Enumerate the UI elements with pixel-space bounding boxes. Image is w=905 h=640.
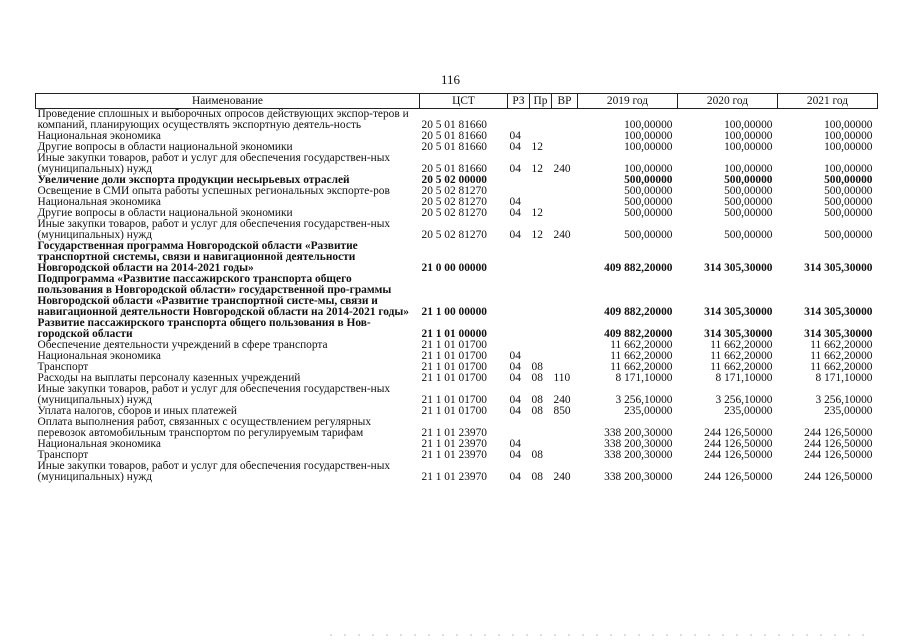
cell-rz: 04 (509, 207, 521, 219)
table-row (36, 461, 878, 483)
cell-vr: 850 (553, 405, 571, 417)
cell-2020: 11 662,20000 (710, 361, 773, 373)
cell-name: Национальная экономика (37, 439, 161, 450)
cell-2020: 244 126,50000 (704, 449, 773, 461)
cell-rz: 04 (509, 438, 521, 450)
cell-2021: 3 256,10000 (815, 394, 873, 406)
table-row (36, 219, 878, 241)
cell-vr: 240 (553, 394, 571, 406)
cell-vr (552, 450, 578, 461)
cell-rz: 04 (509, 471, 521, 483)
cell-cst: 21 1 01 23970 (421, 449, 487, 461)
cell-pr: 08 (531, 471, 543, 483)
cell-vr: 110 (553, 372, 571, 384)
cell-pr (530, 186, 552, 197)
cell-2019: 338 200,30000 (604, 438, 673, 450)
cell-2021: 314 305,30000 (804, 262, 873, 274)
cell-pr (530, 318, 552, 340)
cell-pr: 12 (531, 163, 543, 175)
table-row (36, 241, 878, 274)
cell-2020: 244 126,50000 (704, 471, 773, 483)
cell-2020: 500,00000 (724, 185, 773, 197)
cell-rz: 04 (509, 163, 521, 175)
cell-vr (552, 417, 578, 439)
cell-2020: 244 126,50000 (704, 427, 773, 439)
table-row (36, 109, 878, 132)
cell-vr (552, 197, 578, 208)
cell-name: Национальная экономика (37, 351, 161, 362)
cell-2021: 244 126,50000 (804, 438, 873, 450)
cell-pr: 08 (531, 449, 543, 461)
cell-2019: 338 200,30000 (604, 471, 673, 483)
cell-rz: 04 (509, 350, 521, 362)
table-row (36, 384, 878, 406)
cell-cst: 21 1 01 01700 (421, 394, 487, 406)
header-rz: РЗ (508, 94, 530, 109)
cell-vr (552, 109, 578, 132)
cell-2020: 11 662,20000 (710, 350, 773, 362)
table-row (36, 318, 878, 340)
cell-cst: 20 5 02 81270 (421, 185, 487, 197)
cell-cst: 21 1 01 00000 (421, 328, 487, 340)
cell-2020: 500,00000 (724, 207, 773, 219)
cell-2019: 500,00000 (624, 185, 673, 197)
header-vr: ВР (552, 94, 578, 109)
cell-name: Иные закупки товаров, работ и услуг для обеспечения государствен-ных (муниципальных) нужд (37, 384, 391, 406)
cell-vr (552, 241, 578, 274)
cell-2021: 8 171,10000 (815, 372, 873, 384)
table-row (36, 153, 878, 175)
cell-vr (552, 439, 578, 450)
cell-name: Увеличение доли экспорта продукции несырьевых отраслей (37, 175, 350, 186)
cell-cst: 20 5 01 81660 (421, 141, 487, 153)
cell-vr (552, 274, 578, 318)
cell-pr (530, 340, 552, 351)
cell-cst: 21 1 00 00000 (421, 306, 487, 318)
cell-2020: 244 126,50000 (704, 438, 773, 450)
cell-vr: 240 (553, 471, 571, 483)
cell-2019: 100,00000 (624, 119, 673, 131)
cell-2019: 11 662,20000 (610, 361, 673, 373)
cell-2020: 100,00000 (724, 119, 773, 131)
cell-2019: 3 256,10000 (615, 394, 673, 406)
cell-2021: 11 662,20000 (810, 361, 873, 373)
cell-rz (508, 241, 530, 274)
cell-2021: 500,00000 (824, 185, 873, 197)
cell-name: Обеспечение деятельности учреждений в сфере транспорта (37, 340, 328, 351)
cell-name: Уплата налогов, сборов и иных платежей (37, 406, 237, 417)
header-name: Наименование (36, 94, 420, 109)
cell-2020: 314 305,30000 (704, 262, 773, 274)
cell-name: Иные закупки товаров, работ и услуг для обеспечения государствен-ных (муниципальных) нужд (37, 153, 391, 175)
cell-2019: 100,00000 (624, 141, 673, 153)
cell-rz: 04 (509, 196, 521, 208)
table-row (36, 208, 878, 219)
cell-2020: 500,00000 (724, 229, 773, 241)
cell-cst: 21 1 01 01700 (421, 339, 487, 351)
cell-2021: 100,00000 (824, 130, 873, 142)
cell-name: Государственная программа Новгородской области «Развитие транспортной системы, связи и навигационной деятельности Новгородской области на 2014-2021 годы» (37, 241, 358, 274)
cell-2021: 11 662,20000 (810, 350, 873, 362)
cell-2019: 500,00000 (624, 174, 673, 186)
cell-rz (508, 175, 530, 186)
table-row (36, 450, 878, 461)
cell-2021: 314 305,30000 (804, 306, 873, 318)
cell-2019: 500,00000 (624, 229, 673, 241)
cell-2021: 244 126,50000 (804, 427, 873, 439)
cell-2021: 500,00000 (824, 229, 873, 241)
cell-cst: 21 1 01 23970 (421, 471, 487, 483)
cell-2020: 314 305,30000 (704, 328, 773, 340)
table-row (36, 406, 878, 417)
cell-vr (552, 208, 578, 219)
cell-2021: 235,00000 (824, 405, 873, 417)
cell-rz: 04 (509, 130, 521, 142)
cell-vr (552, 340, 578, 351)
cell-rz: 04 (509, 449, 521, 461)
cell-pr (530, 241, 552, 274)
cell-name: Подпрограмма «Развитие пассажирского транспорта общего пользования в Новгородской области» государственной про-граммы Новгородской области «Развитие транспортной систе-мы, связи и навигационной деятельности Новгородской области на 2014-2021 годы» (37, 274, 409, 318)
cell-name: Национальная экономика (37, 197, 161, 208)
cell-vr (552, 175, 578, 186)
cell-2020: 314 305,30000 (704, 306, 773, 318)
cell-cst: 21 1 01 23970 (421, 438, 487, 450)
cell-cst: 21 1 01 01700 (421, 361, 487, 373)
cell-2021: 500,00000 (824, 174, 873, 186)
cell-name: Расходы на выплаты персоналу казенных учреждений (37, 373, 301, 384)
cell-2019: 338 200,30000 (604, 427, 673, 439)
cell-2020: 500,00000 (724, 174, 773, 186)
cell-vr (552, 351, 578, 362)
cell-rz (508, 318, 530, 340)
cell-cst: 20 5 01 81660 (421, 163, 487, 175)
cell-name: Национальная экономика (37, 131, 161, 142)
cell-name: Освещение в СМИ опыта работы успешных региональных экспорте-ров (37, 186, 390, 197)
header-2020: 2020 год (678, 94, 778, 109)
cell-2019: 8 171,10000 (615, 372, 673, 384)
cell-rz: 04 (509, 141, 521, 153)
scan-artifact (330, 634, 870, 636)
cell-rz: 04 (509, 372, 521, 384)
cell-2021: 244 126,50000 (804, 449, 873, 461)
cell-name: Транспорт (37, 450, 89, 461)
cell-rz: 04 (509, 405, 521, 417)
cell-cst: 21 0 00 00000 (421, 262, 487, 274)
cell-name: Иные закупки товаров, работ и услуг для обеспечения государствен-ных (муниципальных) нужд (37, 219, 391, 241)
cell-2020: 100,00000 (724, 130, 773, 142)
cell-pr: 08 (531, 405, 543, 417)
cell-2019: 409 882,20000 (604, 328, 673, 340)
cell-2021: 100,00000 (824, 141, 873, 153)
cell-2021: 500,00000 (824, 207, 873, 219)
table-row (36, 274, 878, 318)
cell-vr: 240 (553, 229, 571, 241)
cell-pr (530, 417, 552, 439)
page-number: 116 (441, 72, 461, 87)
cell-name: Иные закупки товаров, работ и услуг для обеспечения государствен-ных (муниципальных) нужд (37, 461, 391, 483)
cell-2021: 500,00000 (824, 196, 873, 208)
cell-name: Проведение сплошных и выборочных опросов действующих экспор-теров и компаний, планирующих осуществлять экспортную деятель-ность (37, 108, 409, 131)
cell-2019: 235,00000 (624, 405, 673, 417)
cell-pr (530, 274, 552, 318)
header-cst: ЦСТ (420, 94, 508, 109)
cell-cst: 20 5 02 81270 (421, 207, 487, 219)
cell-2020: 100,00000 (724, 141, 773, 153)
cell-rz: 04 (509, 361, 521, 373)
cell-2019: 11 662,20000 (610, 339, 673, 351)
header-2019: 2019 год (578, 94, 678, 109)
cell-2019: 338 200,30000 (604, 449, 673, 461)
cell-vr (552, 142, 578, 153)
cell-cst: 21 1 01 01700 (421, 350, 487, 362)
cell-vr (552, 318, 578, 340)
cell-name: Оплата выполнения работ, связанных с осуществлением регулярных перевозок автомобильным транспортом по регулируемым тарифам (37, 417, 372, 439)
cell-name: Транспорт (37, 362, 89, 373)
cell-2019: 500,00000 (624, 196, 673, 208)
cell-2020: 8 171,10000 (715, 372, 773, 384)
budget-table (35, 93, 878, 483)
cell-pr (530, 109, 552, 132)
cell-name: Другие вопросы в области национальной экономики (37, 142, 293, 153)
cell-2020: 235,00000 (724, 405, 773, 417)
cell-2019: 409 882,20000 (604, 306, 673, 318)
cell-2021: 100,00000 (824, 163, 873, 175)
cell-2020: 3 256,10000 (715, 394, 773, 406)
cell-cst: 20 5 02 81270 (421, 229, 487, 241)
cell-rz (508, 109, 530, 132)
header-2021: 2021 год (778, 94, 878, 109)
cell-2021: 100,00000 (824, 119, 873, 131)
cell-pr (530, 175, 552, 186)
cell-rz (508, 274, 530, 318)
table-header-row (36, 94, 878, 109)
header-pr: Пр (530, 94, 552, 109)
cell-cst: 20 5 02 81270 (421, 196, 487, 208)
cell-vr (552, 186, 578, 197)
cell-2021: 244 126,50000 (804, 471, 873, 483)
cell-vr: 240 (553, 163, 571, 175)
cell-2021: 314 305,30000 (804, 328, 873, 340)
cell-vr (552, 131, 578, 142)
cell-2019: 100,00000 (624, 163, 673, 175)
cell-cst: 20 5 01 81660 (421, 119, 487, 131)
cell-rz: 04 (509, 394, 521, 406)
cell-pr: 12 (531, 207, 543, 219)
cell-cst: 21 1 01 23970 (421, 427, 487, 439)
cell-cst: 21 1 01 01700 (421, 372, 487, 384)
cell-pr: 08 (531, 361, 543, 373)
cell-rz (508, 417, 530, 439)
cell-pr: 08 (531, 394, 543, 406)
table-row (36, 417, 878, 439)
cell-2020: 100,00000 (724, 163, 773, 175)
table-row (36, 373, 878, 384)
cell-2020: 500,00000 (724, 196, 773, 208)
cell-name: Развитие пассажирского транспорта общего пользования в Нов-городской области (37, 318, 371, 340)
cell-rz: 04 (509, 229, 521, 241)
cell-cst: 20 5 01 81660 (421, 130, 487, 142)
cell-pr: 08 (531, 372, 543, 384)
cell-2019: 409 882,20000 (604, 262, 673, 274)
cell-cst: 21 1 01 01700 (421, 405, 487, 417)
cell-pr: 12 (531, 141, 543, 153)
cell-2019: 100,00000 (624, 130, 673, 142)
cell-pr: 12 (531, 229, 543, 241)
cell-2019: 500,00000 (624, 207, 673, 219)
table-row (36, 142, 878, 153)
cell-2021: 11 662,20000 (810, 339, 873, 351)
cell-2019: 11 662,20000 (610, 350, 673, 362)
cell-cst: 20 5 02 00000 (421, 174, 487, 186)
cell-2020: 11 662,20000 (710, 339, 773, 351)
cell-name: Другие вопросы в области национальной экономики (37, 208, 293, 219)
